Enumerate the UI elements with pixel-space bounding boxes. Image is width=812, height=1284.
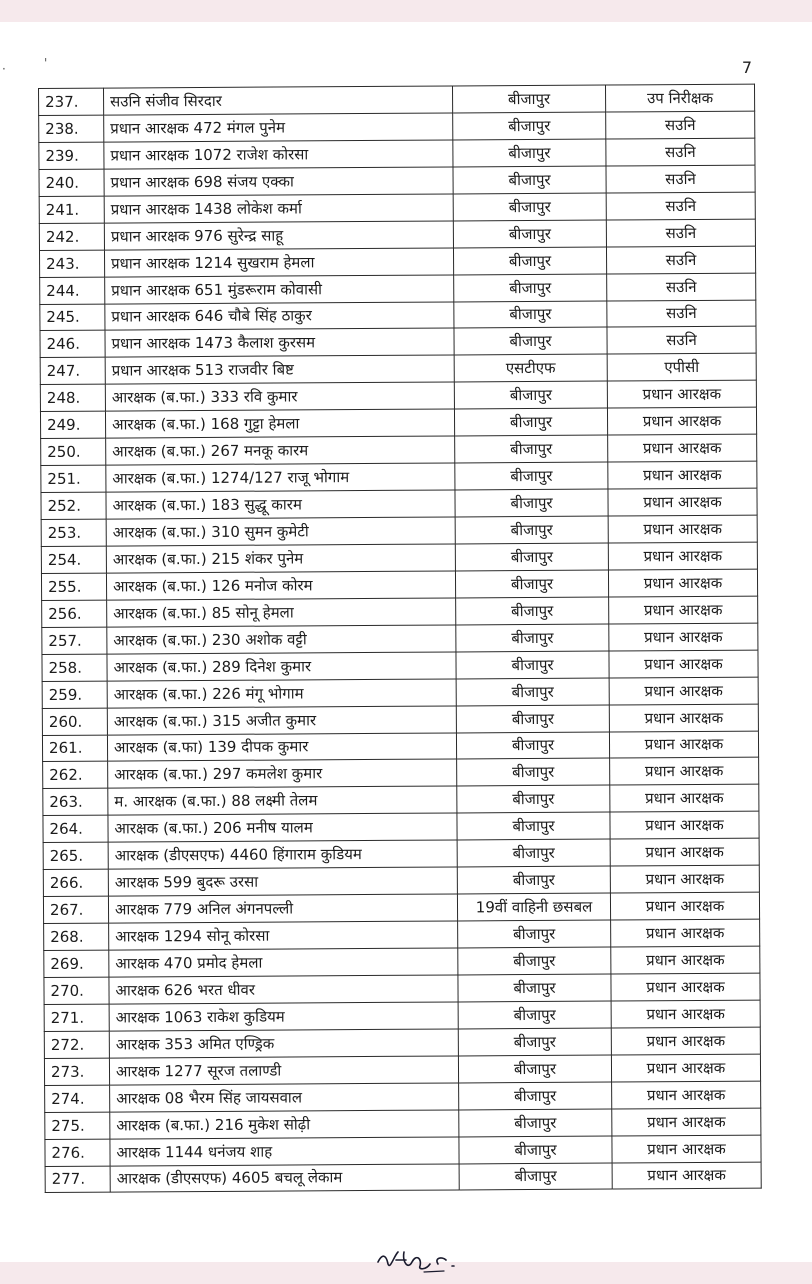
promoted-rank-cell: प्रधान आरक्षक: [610, 865, 759, 893]
personnel-name-cell: आरक्षक (ब.फा.) 310 सुमन कुमेटी: [106, 517, 455, 546]
promoted-rank-cell: प्रधान आरक्षक: [610, 758, 759, 786]
promoted-rank-cell: एपीसी: [607, 353, 756, 381]
unit-cell: बीजापुर: [456, 678, 609, 706]
promoted-rank-cell: सउनि: [606, 246, 755, 274]
unit-cell: बीजापुर: [454, 327, 607, 355]
serial-number-cell: 267.: [43, 896, 108, 923]
personnel-name-cell: आरक्षक (ब.फा.) 333 रवि कुमार: [105, 382, 454, 411]
serial-number-cell: 273.: [44, 1058, 109, 1085]
personnel-name-cell: आरक्षक (ब.फा.) 215 शंकर पुनेम: [106, 544, 455, 573]
personnel-name-cell: आरक्षक (ब.फा.) 315 अजीत कुमार: [107, 706, 456, 735]
promoted-rank-cell: सउनि: [607, 273, 756, 301]
promoted-rank-cell: प्रधान आरक्षक: [612, 1135, 761, 1163]
promoted-rank-cell: प्रधान आरक्षक: [611, 919, 760, 947]
personnel-name-cell: आरक्षक 1277 सूरज तलाण्डी: [109, 1056, 458, 1085]
promoted-rank-cell: प्रधान आरक्षक: [607, 407, 756, 435]
promoted-rank-cell: प्रधान आरक्षक: [611, 973, 760, 1001]
serial-number-cell: 240.: [39, 169, 104, 196]
promoted-rank-cell: प्रधान आरक्षक: [608, 542, 757, 570]
document-page: [0, 22, 812, 1262]
personnel-name-cell: म. आरक्षक (ब.फा.) 88 लक्ष्मी तेलम: [108, 786, 457, 815]
serial-number-cell: 244.: [40, 277, 105, 304]
unit-cell: बीजापुर: [453, 166, 606, 194]
unit-cell: बीजापुर: [456, 732, 609, 760]
unit-cell: बीजापुर: [457, 785, 610, 813]
personnel-name-cell: आरक्षक 08 भैरम सिंह जायसवाल: [110, 1083, 459, 1112]
personnel-name-cell: प्रधान आरक्षक 651 मुंडरूराम कोवासी: [105, 275, 454, 304]
personnel-name-cell: आरक्षक 626 भरत धीवर: [109, 975, 458, 1004]
serial-number-cell: 269.: [44, 950, 109, 977]
serial-number-cell: 249.: [40, 411, 105, 438]
serial-number-cell: 241.: [39, 196, 104, 223]
unit-cell: बीजापुर: [455, 516, 608, 544]
personnel-name-cell: प्रधान आरक्षक 698 संजय एक्का: [104, 167, 453, 196]
promoted-rank-cell: सउनि: [606, 111, 755, 139]
unit-cell: बीजापुर: [454, 381, 607, 409]
promoted-rank-cell: उप निरीक्षक: [605, 84, 754, 112]
serial-number-cell: 242.: [39, 223, 104, 250]
promoted-rank-cell: प्रधान आरक्षक: [612, 1108, 761, 1136]
promoted-rank-cell: सउनि: [607, 327, 756, 355]
unit-cell: बीजापुर: [457, 758, 610, 786]
promoted-rank-cell: प्रधान आरक्षक: [608, 461, 757, 489]
serial-number-cell: 260.: [42, 708, 107, 735]
promoted-rank-cell: प्रधान आरक्षक: [609, 596, 758, 624]
unit-cell: बीजापुर: [455, 489, 608, 517]
promoted-rank-cell: प्रधान आरक्षक: [612, 1162, 761, 1190]
serial-number-cell: 243.: [39, 250, 104, 277]
serial-number-cell: 266.: [43, 869, 108, 896]
unit-cell: 19वीं वाहिनी छसबल: [457, 893, 610, 921]
unit-cell: बीजापुर: [455, 570, 608, 598]
promoted-rank-cell: सउनि: [606, 219, 755, 247]
unit-cell: बीजापुर: [459, 1163, 612, 1191]
personnel-name-cell: आरक्षक (ब.फा.) 85 सोनू हेमला: [107, 598, 456, 627]
promoted-rank-cell: सउनि: [606, 192, 755, 220]
unit-cell: बीजापुर: [454, 408, 607, 436]
serial-number-cell: 274.: [45, 1085, 110, 1112]
personnel-name-cell: आरक्षक (डीएसएफ) 4605 बचलू लेकाम: [110, 1163, 459, 1192]
unit-cell: बीजापुर: [458, 1055, 611, 1083]
table-row: [45, 1162, 761, 1193]
promoted-rank-cell: प्रधान आरक्षक: [610, 892, 759, 920]
personnel-name-cell: आरक्षक (डीएसएफ) 4460 हिंगाराम कुडियम: [108, 840, 457, 869]
unit-cell: बीजापुर: [458, 974, 611, 1002]
personnel-name-cell: आरक्षक (ब.फा.) 183 सुद्धू कारम: [106, 490, 455, 519]
promoted-rank-cell: प्रधान आरक्षक: [611, 1027, 760, 1055]
serial-number-cell: 261.: [42, 735, 107, 762]
promoted-rank-cell: प्रधान आरक्षक: [609, 704, 758, 732]
promoted-rank-cell: प्रधान आरक्षक: [611, 1054, 760, 1082]
unit-cell: बीजापुर: [456, 705, 609, 733]
promoted-rank-cell: प्रधान आरक्षक: [609, 650, 758, 678]
personnel-name-cell: आरक्षक (ब.फा.) 297 कमलेश कुमार: [108, 759, 457, 788]
personnel-name-cell: प्रधान आरक्षक 976 सुरेन्द्र साहू: [104, 221, 453, 250]
serial-number-cell: 276.: [45, 1139, 110, 1166]
handwritten-signature: [372, 1240, 492, 1280]
personnel-name-cell: प्रधान आरक्षक 1438 लोकेश कर्मा: [104, 194, 453, 223]
personnel-name-cell: आरक्षक 1294 सोनू कोरसा: [109, 921, 458, 950]
promoted-rank-cell: प्रधान आरक्षक: [608, 434, 757, 462]
unit-cell: बीजापुर: [458, 920, 611, 948]
personnel-name-cell: आरक्षक (ब.फा.) 289 दिनेश कुमार: [107, 652, 456, 681]
unit-cell: बीजापुर: [458, 1028, 611, 1056]
personnel-name-cell: प्रधान आरक्षक 513 राजवीर बिष्ट: [105, 355, 454, 384]
personnel-name-cell: आरक्षक 353 अमित एण्ड्रिक: [109, 1029, 458, 1058]
unit-cell: बीजापुर: [459, 1136, 612, 1164]
unit-cell: बीजापुर: [458, 1001, 611, 1029]
promoted-rank-cell: प्रधान आरक्षक: [608, 569, 757, 597]
promoted-rank-cell: सउनि: [606, 165, 755, 193]
personnel-name-cell: आरक्षक 1144 धनंजय शाह: [110, 1137, 459, 1166]
personnel-name-cell: आरक्षक (ब.फा) 139 दीपक कुमार: [107, 732, 456, 761]
serial-number-cell: 277.: [45, 1166, 110, 1193]
serial-number-cell: 263.: [43, 788, 108, 815]
unit-cell: बीजापुर: [455, 543, 608, 571]
personnel-name-cell: आरक्षक (ब.फा.) 226 मंगू भोगाम: [107, 679, 456, 708]
unit-cell: बीजापुर: [455, 462, 608, 490]
unit-cell: बीजापुर: [458, 947, 611, 975]
personnel-name-cell: प्रधान आरक्षक 1214 सुखराम हेमला: [104, 248, 453, 277]
unit-cell: एसटीएफ: [454, 354, 607, 382]
personnel-name-cell: आरक्षक 599 बुदरू उरसा: [108, 867, 457, 896]
personnel-name-cell: आरक्षक 470 प्रमोद हेमला: [109, 948, 458, 977]
personnel-name-cell: आरक्षक (ब.फा.) 267 मनकू कारम: [106, 436, 455, 465]
personnel-name-cell: आरक्षक (ब.फा.) 126 मनोज कोरम: [106, 571, 455, 600]
serial-number-cell: 237.: [39, 88, 104, 115]
serial-number-cell: 245.: [40, 304, 105, 331]
personnel-name-cell: आरक्षक (ब.फा.) 168 गुट्टा हेमला: [105, 409, 454, 438]
unit-cell: बीजापुर: [453, 112, 606, 140]
promoted-rank-cell: सउनि: [606, 138, 755, 166]
personnel-name-cell: आरक्षक (ब.फा.) 1274/127 राजू भोगाम: [106, 463, 455, 492]
serial-number-cell: 268.: [44, 923, 109, 950]
promoted-rank-cell: प्रधान आरक्षक: [608, 515, 757, 543]
unit-cell: बीजापुर: [456, 651, 609, 679]
promoted-rank-cell: प्रधान आरक्षक: [608, 488, 757, 516]
unit-cell: बीजापुर: [456, 624, 609, 652]
personnel-name-cell: आरक्षक (ब.फा.) 216 मुकेश सोढ़ी: [110, 1110, 459, 1139]
unit-cell: बीजापुर: [454, 274, 607, 302]
serial-number-cell: 252.: [41, 492, 106, 519]
serial-number-cell: 246.: [40, 331, 105, 358]
margin-mark: ·: [2, 62, 6, 76]
serial-number-cell: 255.: [41, 573, 106, 600]
personnel-name-cell: आरक्षक 1063 राकेश कुडियम: [109, 1002, 458, 1031]
serial-number-cell: 256.: [42, 600, 107, 627]
serial-number-cell: 258.: [42, 654, 107, 681]
unit-cell: बीजापुर: [453, 139, 606, 167]
serial-number-cell: 253.: [41, 519, 106, 546]
page-number: 7: [741, 58, 752, 77]
promoted-rank-cell: प्रधान आरक्षक: [611, 946, 760, 974]
personnel-name-cell: प्रधान आरक्षक 1473 कैलाश कुरसम: [105, 328, 454, 357]
serial-number-cell: 251.: [41, 465, 106, 492]
serial-number-cell: 264.: [43, 815, 108, 842]
personnel-name-cell: प्रधान आरक्षक 646 चौबे सिंह ठाकुर: [105, 301, 454, 330]
personnel-name-cell: सउनि संजीव सिरदार: [104, 86, 453, 115]
serial-number-cell: 270.: [44, 977, 109, 1004]
serial-number-cell: 262.: [43, 762, 108, 789]
serial-number-cell: 248.: [40, 384, 105, 411]
personnel-name-cell: प्रधान आरक्षक 472 मंगल पुनेम: [104, 113, 453, 142]
personnel-name-cell: प्रधान आरक्षक 1072 राजेश कोरसा: [104, 140, 453, 169]
unit-cell: बीजापुर: [459, 1082, 612, 1110]
serial-number-cell: 257.: [42, 627, 107, 654]
promotion-list-table: [38, 84, 762, 1194]
corner-mark: ': [44, 56, 48, 70]
signature-icon: [372, 1240, 492, 1280]
serial-number-cell: 250.: [41, 438, 106, 465]
serial-number-cell: 238.: [39, 115, 104, 142]
promoted-rank-cell: प्रधान आरक्षक: [609, 731, 758, 759]
serial-number-cell: 275.: [45, 1112, 110, 1139]
serial-number-cell: 259.: [42, 681, 107, 708]
serial-number-cell: 239.: [39, 142, 104, 169]
table-body: [39, 84, 762, 1193]
promoted-rank-cell: प्रधान आरक्षक: [610, 811, 759, 839]
serial-number-cell: 247.: [40, 357, 105, 384]
serial-number-cell: 265.: [43, 842, 108, 869]
unit-cell: बीजापुर: [459, 1109, 612, 1137]
promoted-rank-cell: प्रधान आरक्षक: [610, 784, 759, 812]
promoted-rank-cell: प्रधान आरक्षक: [612, 1081, 761, 1109]
unit-cell: बीजापुर: [457, 839, 610, 867]
unit-cell: बीजापुर: [453, 193, 606, 221]
promoted-rank-cell: प्रधान आरक्षक: [607, 380, 756, 408]
promoted-rank-cell: प्रधान आरक्षक: [609, 677, 758, 705]
unit-cell: बीजापुर: [455, 435, 608, 463]
serial-number-cell: 271.: [44, 1004, 109, 1031]
serial-number-cell: 254.: [41, 546, 106, 573]
unit-cell: बीजापुर: [456, 597, 609, 625]
unit-cell: बीजापुर: [457, 812, 610, 840]
personnel-name-cell: आरक्षक (ब.फा.) 230 अशोक वट्टी: [107, 625, 456, 654]
personnel-name-cell: आरक्षक (ब.फा.) 206 मनीष यालम: [108, 813, 457, 842]
unit-cell: बीजापुर: [457, 866, 610, 894]
promoted-rank-cell: प्रधान आरक्षक: [611, 1000, 760, 1028]
promoted-rank-cell: सउनि: [607, 300, 756, 328]
unit-cell: बीजापुर: [452, 85, 605, 113]
serial-number-cell: 272.: [44, 1031, 109, 1058]
promoted-rank-cell: प्रधान आरक्षक: [609, 623, 758, 651]
unit-cell: बीजापुर: [454, 301, 607, 329]
personnel-name-cell: आरक्षक 779 अनिल अंगनपल्ली: [108, 894, 457, 923]
promoted-rank-cell: प्रधान आरक्षक: [610, 838, 759, 866]
unit-cell: बीजापुर: [453, 247, 606, 275]
unit-cell: बीजापुर: [453, 220, 606, 248]
